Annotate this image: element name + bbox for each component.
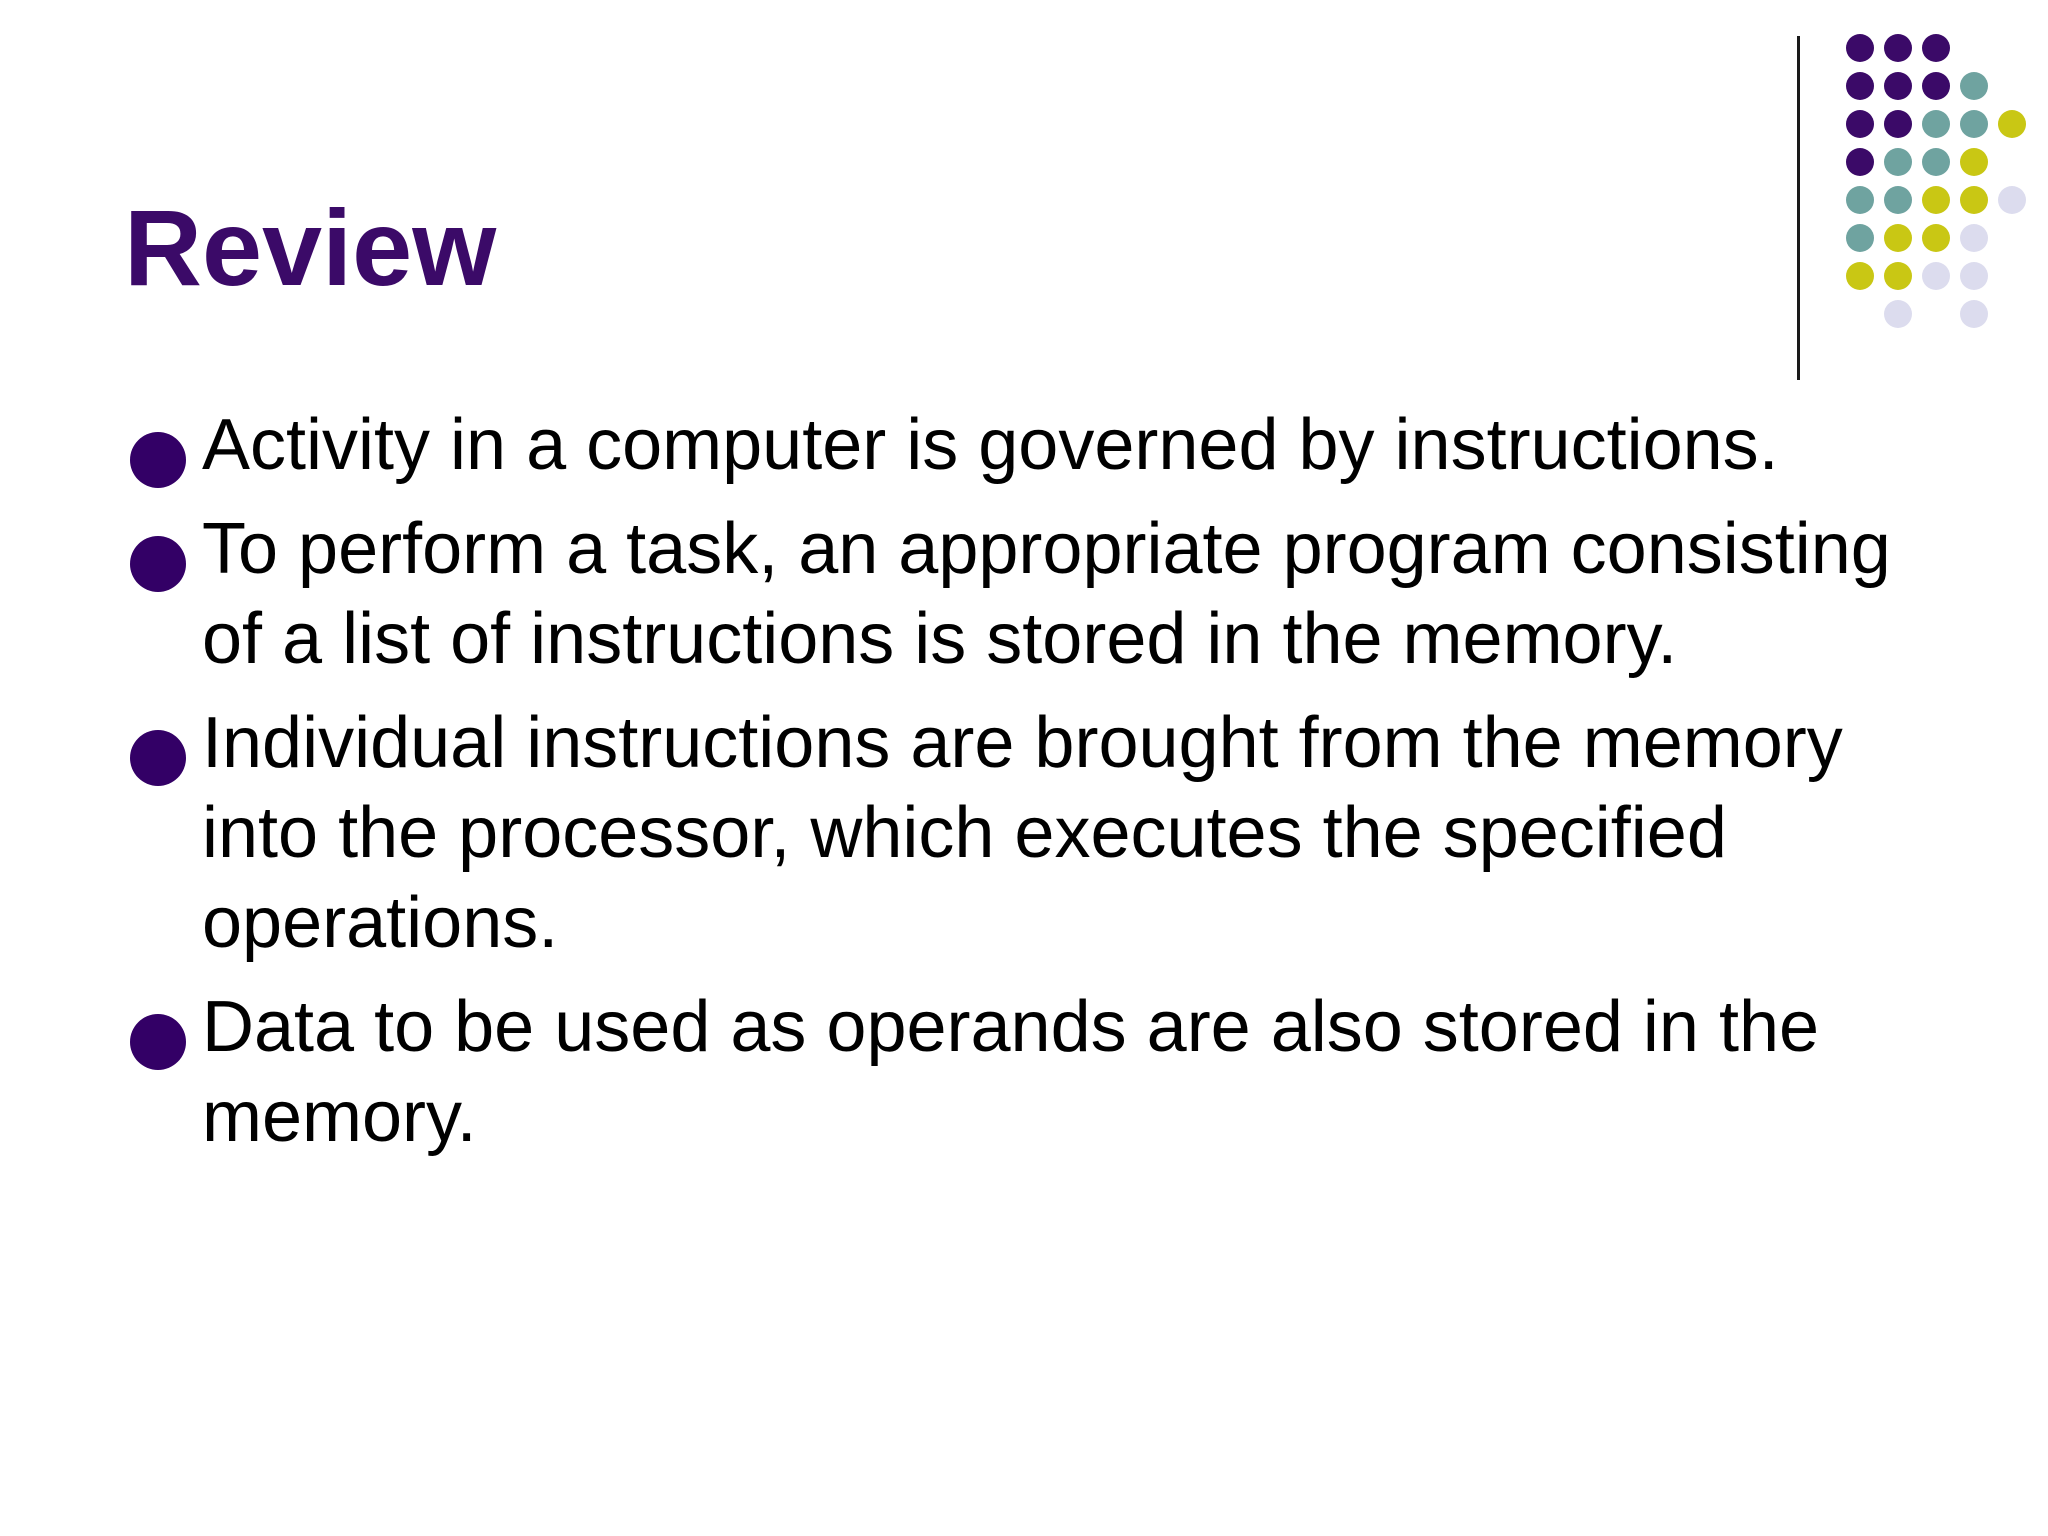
decor-dot [1960,224,1988,252]
decor-dot [1846,224,1874,252]
decor-dot [1846,262,1874,290]
bullet-dot-icon [130,1014,186,1070]
decor-dot [1922,148,1950,176]
decor-dot [1846,148,1874,176]
decor-dot [1922,186,1950,214]
bullet-item [124,504,1924,684]
bullet-item [124,982,1924,1162]
decor-dot [1846,34,1874,62]
bullet-text: Individual instructions are brought from the memory into the processor, which executes the specified operations. [202,703,1843,963]
bullet-item [124,400,1924,490]
decor-dot [1884,300,1912,328]
bullet-dot-icon [130,432,186,488]
decor-dot [1846,72,1874,100]
decor-dot [1846,186,1874,214]
bullet-text: Data to be used as operands are also stored in the memory. [202,987,1820,1157]
decor-dot [1884,34,1912,62]
decor-dot [1998,186,2026,214]
decor-dot [1960,262,1988,290]
decor-dot [1922,34,1950,62]
decor-dot [1884,72,1912,100]
decor-dot [1960,300,1988,328]
bullet-dot-icon [130,730,186,786]
decor-dot [1884,224,1912,252]
decor-dot [1922,224,1950,252]
bullet-list [124,400,1924,1176]
decor-dot [1960,110,1988,138]
bullet-text: To perform a task, an appropriate program consisting of a list of instructions is stored in the memory. [202,509,1891,679]
decor-dot [1922,110,1950,138]
slide-title: Review [124,187,497,308]
bullet-text: Activity in a computer is governed by instructions. [202,405,1779,485]
decor-dot [1922,72,1950,100]
decor-dot [1998,110,2026,138]
vertical-divider [1797,36,1800,380]
decor-dot [1960,148,1988,176]
bullet-item [124,698,1924,968]
decor-dot [1960,72,1988,100]
decor-dot [1846,110,1874,138]
decor-dot [1884,186,1912,214]
bullet-dot-icon [130,536,186,592]
decor-dot [1884,110,1912,138]
decor-dot [1884,148,1912,176]
decor-dot [1922,262,1950,290]
decor-dot [1884,262,1912,290]
decor-dot [1960,186,1988,214]
